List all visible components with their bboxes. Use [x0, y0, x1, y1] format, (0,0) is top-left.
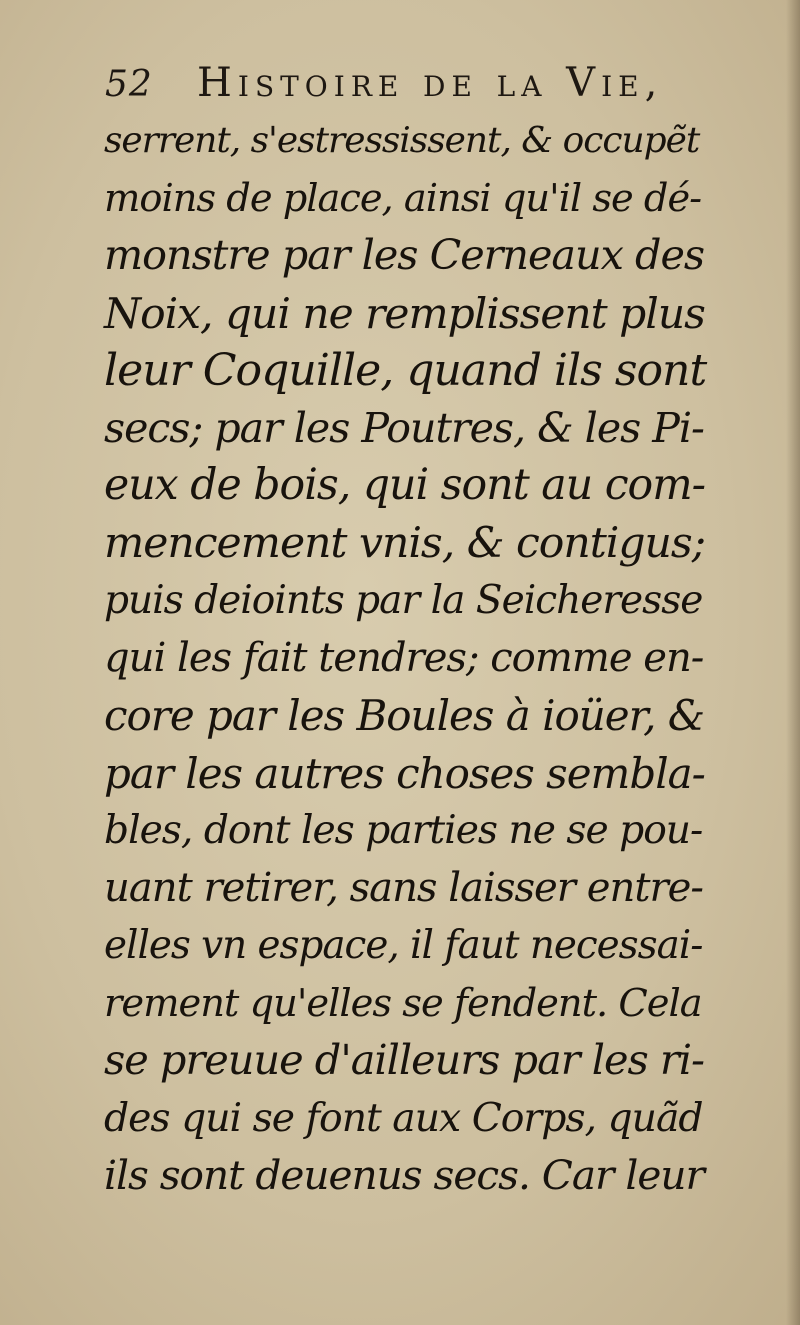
text-line: ils sont deuenus secs. Car leur	[104, 1151, 704, 1199]
running-head: Histoire de la Vie,	[197, 60, 664, 106]
text-line: elles vn espace, il faut necessai-	[104, 923, 703, 968]
text-line: par les autres choses sembla-	[104, 748, 705, 798]
page-gutter-shadow	[786, 0, 800, 1325]
text-line: se preuue d'ailleurs par les ri-	[104, 1036, 704, 1084]
text-line: rement qu'elles se fendent. Cela	[104, 980, 702, 1026]
text-line: puis deioints par la Seicheresse	[104, 578, 703, 623]
text-line: serrent, s'estressissent, & occupẽt	[104, 120, 700, 161]
text-line: leur Coquille, quand ils sont	[104, 345, 707, 396]
text-line: eux de bois, qui sont au com-	[104, 460, 706, 510]
text-line: des qui se font aux Corps, quãd	[104, 1095, 703, 1141]
body-text	[104, 112, 714, 1205]
text-line: mencement vnis, & contigus;	[104, 518, 706, 568]
text-line: uant retirer, sans laisser entre-	[104, 864, 703, 911]
text-line: moins de place, ainsi qu'il se dé-	[104, 175, 702, 221]
page-number: 52	[105, 64, 153, 105]
text-line: core par les Boules à ioüer, &	[104, 691, 705, 740]
text-line: monstre par les Cerneaux des	[104, 231, 705, 279]
text-line: Noix, qui ne remplissent plus	[104, 288, 705, 338]
text-line: qui les fait tendres; comme en-	[104, 634, 704, 681]
text-line: secs; par les Poutres, & les Pi-	[104, 403, 704, 452]
page-header	[105, 58, 665, 108]
text-line: bles, dont les parties ne se pou-	[104, 808, 703, 853]
